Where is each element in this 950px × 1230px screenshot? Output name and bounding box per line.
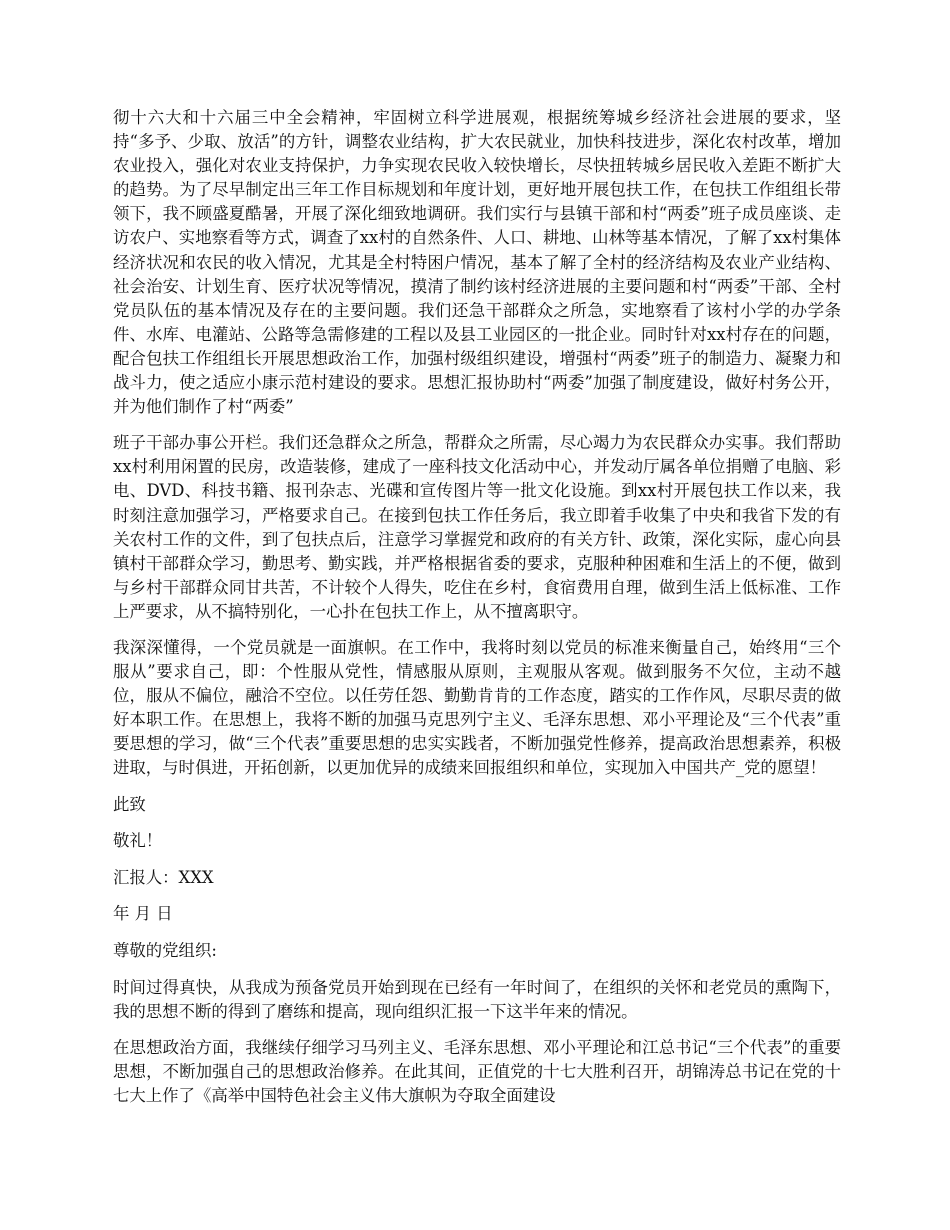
paragraph-party-member: 我深深懂得，一个党员就是一面旗帜。在工作中，我将时刻以党员的标准来衡量自己，始终用“三个服从”要求自己，即：个性服从党性，情感服从原则，主观服从客观。做到服务不欠位，主动不越位，服从不偏位，融洽不空位。以任劳任怨、勤勤肯肯的工作态度，踏实的工作作风，尽职尽责的做好本职工作。在思想上，我将不断的加强马克思列宁主义、毛泽东思想、邓小平理论及“三个代表”重要思想的学习，做“三个代表”重要思想的忠实实践者，不断加强党性修养，提高政治思想素养，积极进取，与时俱进，开拓创新，以更加优异的成绩来回报组织和单位，实现加入中国共产_党的愿望！ (113, 637, 841, 778)
paragraph-political-study: 在思想政治方面，我继续仔细学习马列主义、毛泽东思想、邓小平理论和江总书记“三个代表”的重要思想，不断加强自己的思想政治修养。在此其间，正值党的十七大胜利召开，胡锦涛总书记在党的十七大上作了《高举中国特色社会主义伟大旗帜为夺取全面建设 (113, 1037, 841, 1105)
closing-regards: 敬礼！ (113, 831, 163, 851)
letter-greeting: 尊敬的党组织: (113, 940, 217, 960)
paragraph-investigation: 彻十六大和十六届三中全会精神，牢固树立科学进展观，根据统筹城乡经济社会进展的要求，坚持“多予、少取、放活”的方针，调整农业结构，扩大农民就业，加快科技进步，深化农村改革，增加农业投入，强化对农业支持保护，力争实现农民收入较快增长，尽快扭转城乡居民收入差距不断扩大的趋势。为了尽早制定出三年工作目标规划和年度计划，更好地开展包扶工作，在包扶工作组组长带领下，我不顾盛夏酷暑，开展了深化细致地调研。我们实行与县镇干部和村“两委”班子成员座谈、走访农户、实地察看等方式，调查了xx村的自然条件、人口、耕地、山林等基本情况，了解了xx村集体经济状况和农民的收入情况，尤其是全村特困户情况，基本了解了全村的经济结构及农业产业结构、社会治安、计划生育、医疗状况等情况，摸清了制约该村经济进展的主要问题和村“两委”干部、全村党员队伍的基本情况及存在的主要问题。我们还急干部群众之所急，实地察看了该村小学的办学条件、水库、电灌站、公路等急需修建的工程以及县工业园区的一批企业。同时针对xx村存在的问题，配合包扶工作组组长开展思想政治工作，加强村级组织建设，增强村“两委”班子的制造力、凝聚力和战斗力，使之适应小康示范村建设的要求。思想汇报协助村“两委”加强了制度建设，做好村务公开，并为他们制作了村“两委” (113, 108, 841, 417)
paragraph-time-passing: 时间过得真快，从我成为预备党员开始到现在已经有一年时间了，在组织的关怀和老党员的熏陶下，我的思想不断的得到了磨练和提高，现向组织汇报一下这半年来的情况。 (113, 977, 841, 1021)
reporter-signature: 汇报人：XXX (113, 867, 214, 887)
closing-salutation: 此致 (113, 794, 146, 814)
document-body (113, 106, 841, 1120)
paragraph-public-board: 班子干部办事公开栏。我们还急群众之所急，帮群众之所需，尽心竭力为农民群众办实事。我们帮助xx村利用闲置的民房，改造装修，建成了一座科技文化活动中心，并发动厅属各单位捐赠了电脑、彩电、DVD、科技书籍、报刊杂志、光碟和宣传图片等一批文化设施。到xx村开展包扶工作以来，我时刻注意加强学习，严格要求自己。在接到包扶工作任务后，我立即着手收集了中央和我省下发的有关农村工作的文件，到了包扶点后，注意学习掌握党和政府的有关方针、政策，深化实际，虚心向县镇村干部群众学习，勤思考、勤实践，并严格根据省委的要求，克服种种困难和生活上的不便，做到与乡村干部群众同甘共苦，不计较个人得失，吃住在乡村，食宿费用自理，做到生活上低标准、工作上严要求，从不搞特别化，一心扑在包扶工作上，从不擅离职守。 (113, 433, 841, 621)
report-date: 年 月 日 (113, 904, 173, 924)
